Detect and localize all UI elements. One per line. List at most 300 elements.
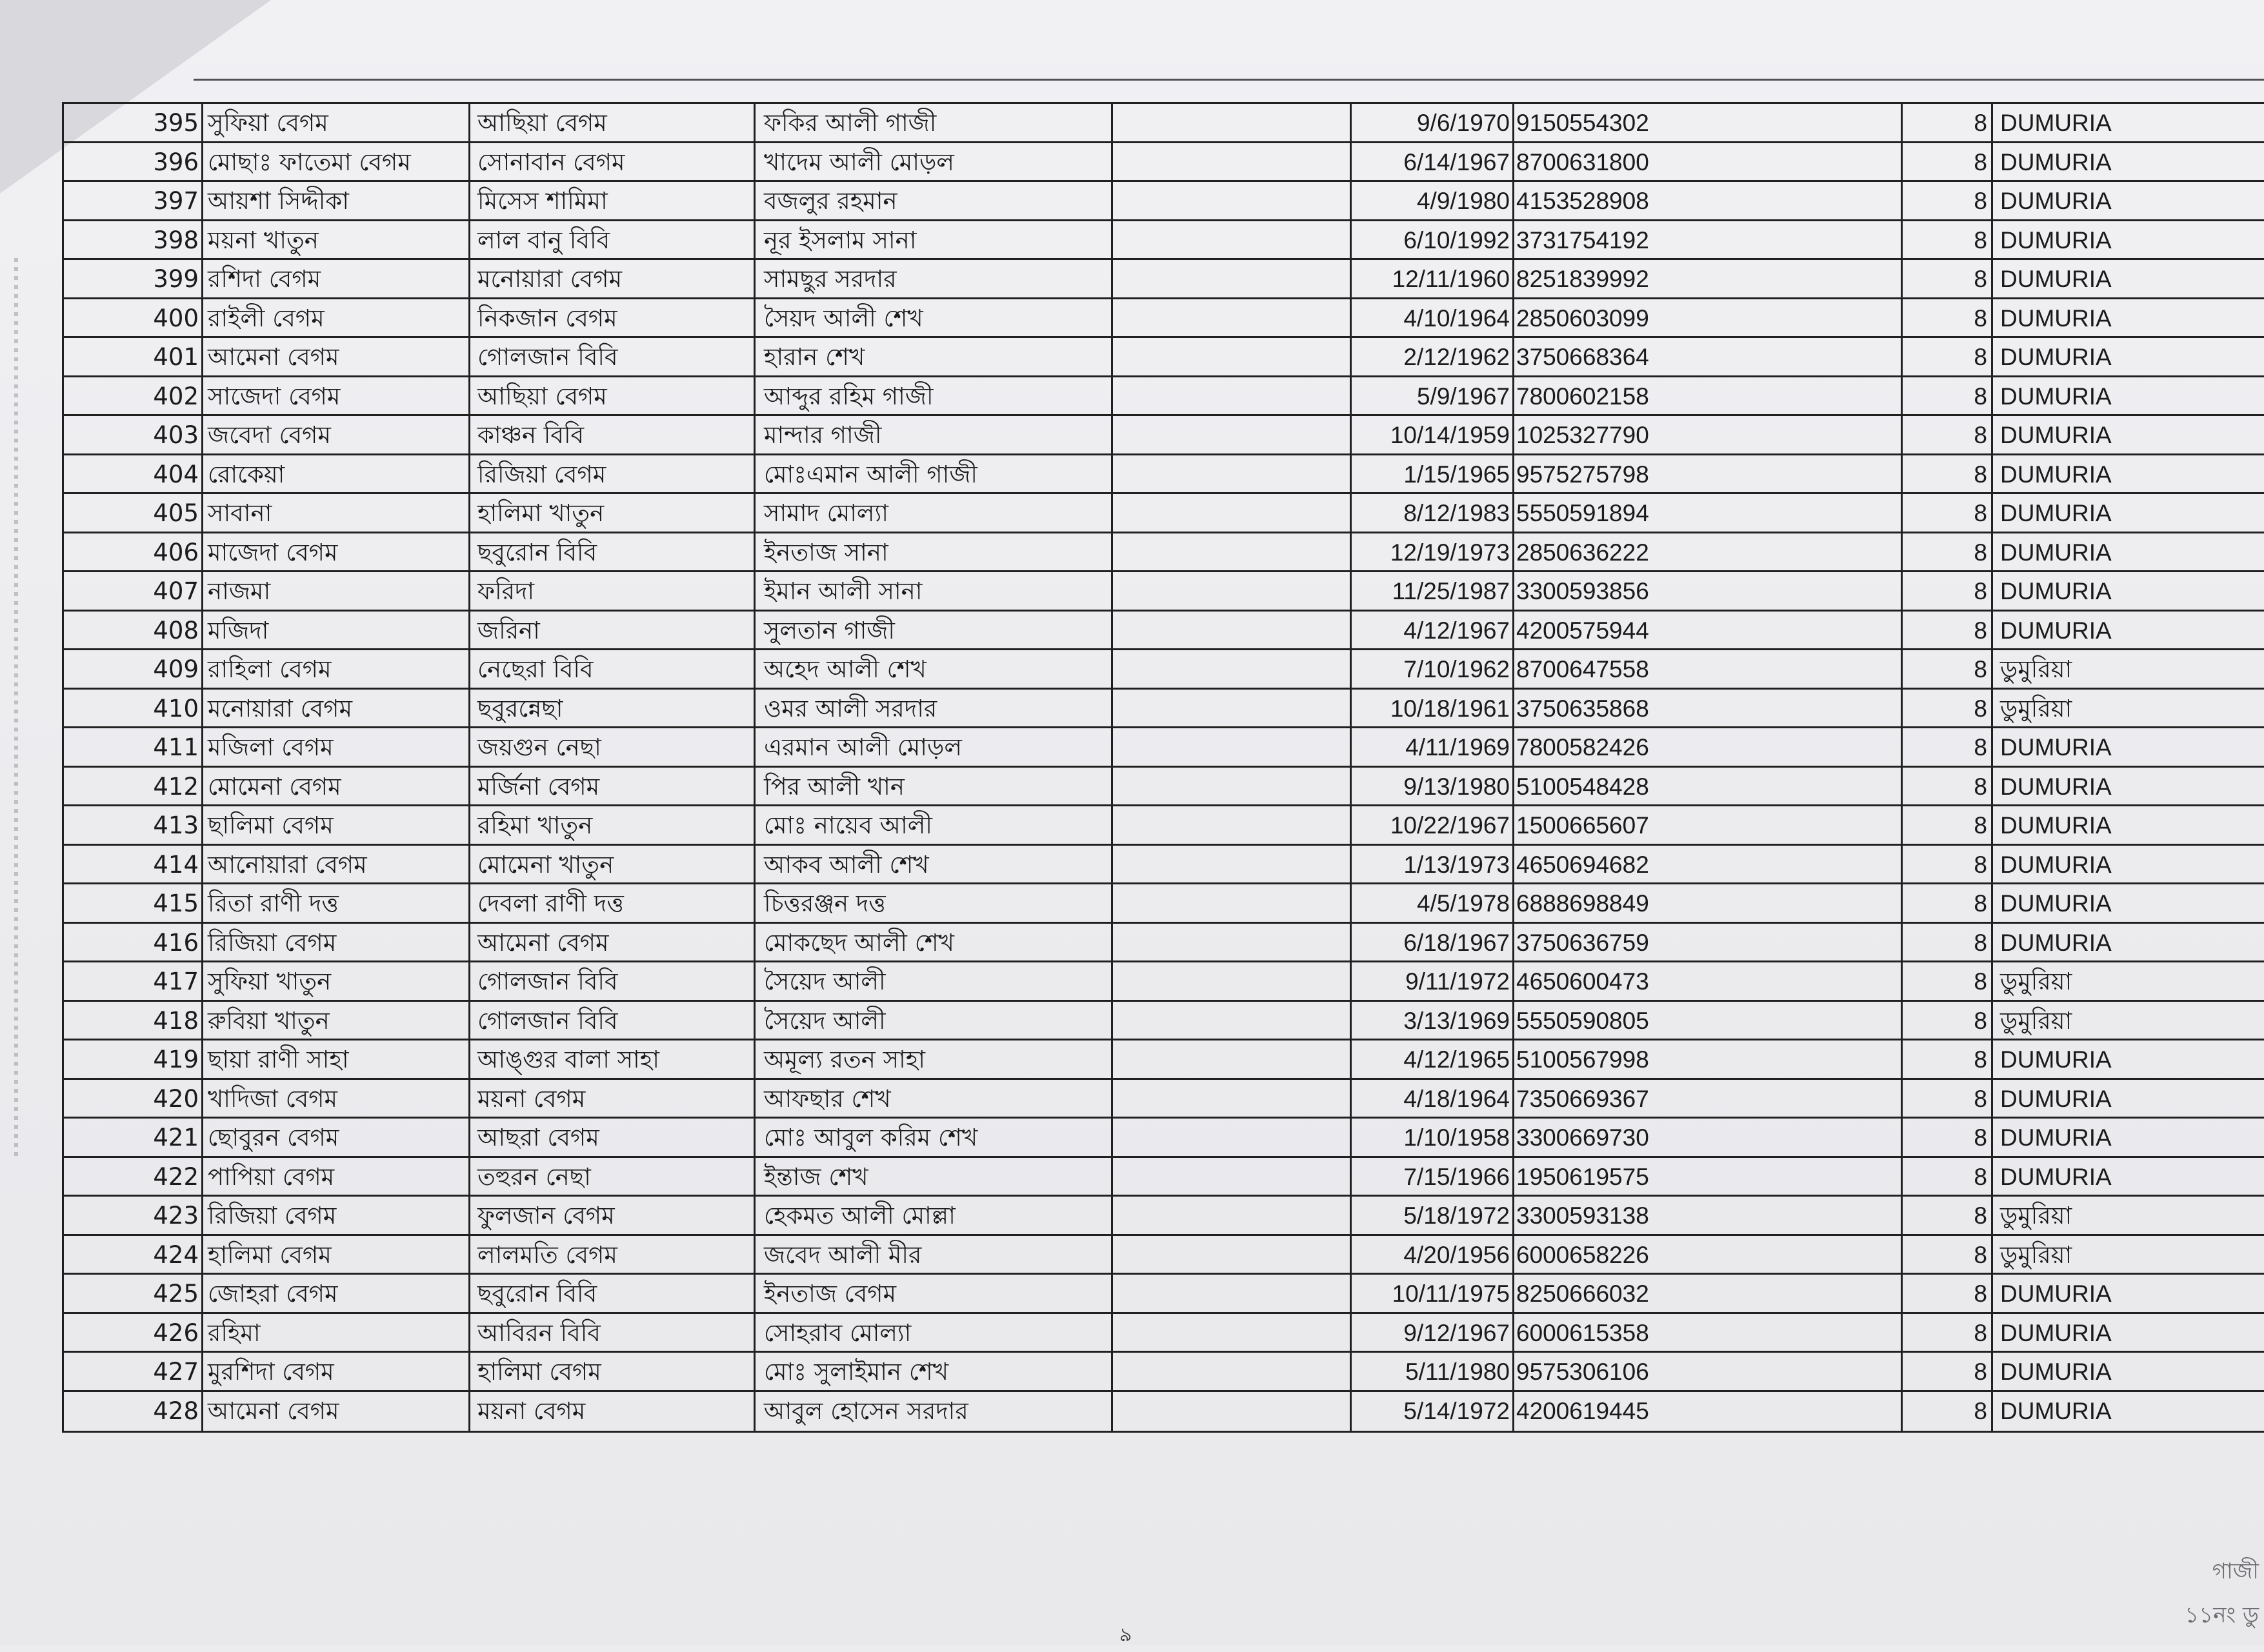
table-row	[62, 766, 2264, 806]
blank-cell	[1111, 1119, 1350, 1157]
blank-cell	[1111, 494, 1350, 533]
union-cell: DUMURIA	[2000, 344, 2112, 370]
serial-cell: 427	[153, 1358, 199, 1386]
ward-cell: 8	[1974, 1046, 1987, 1073]
nid-cell: 5550590805	[1516, 1008, 1649, 1034]
serial-cell: 417	[153, 968, 199, 995]
ward-cell: 8	[1974, 149, 1987, 175]
father-name-cell: আকব আলী শেখ	[764, 851, 929, 879]
birth-date-cell: 4/18/1964	[1403, 1086, 1510, 1112]
ward-cell: 8	[1974, 656, 1987, 682]
father-name-cell: আবুল হোসেন সরদার	[764, 1397, 968, 1425]
name-cell: ছোবুরন বেগম	[208, 1124, 339, 1151]
father-name-cell: ইনতাজ বেগম	[764, 1280, 897, 1308]
father-name-cell: সামছুর সরদার	[764, 265, 897, 293]
birth-date-cell: 10/22/1967	[1390, 812, 1510, 839]
name-cell: রিজিয়া বেগম	[208, 1202, 337, 1229]
birth-date-cell: 12/11/1960	[1392, 266, 1510, 292]
mother-name-cell: ফরিদা	[477, 577, 535, 605]
ward-cell: 8	[1974, 539, 1987, 566]
blank-cell	[1111, 221, 1350, 260]
blank-cell	[1111, 377, 1350, 416]
father-name-cell: সামাদ মোল্যা	[764, 499, 888, 527]
father-name-cell: ওমর আলী সরদার	[764, 695, 937, 722]
blank-cell	[1111, 1392, 1350, 1431]
father-name-cell: মান্দার গাজী	[764, 421, 882, 449]
name-cell: ছায়া রাণী সাহা	[208, 1046, 349, 1073]
mother-name-cell: রহিমা খাতুন	[477, 811, 593, 839]
name-cell: আমেনা বেগম	[208, 1397, 339, 1425]
mother-name-cell: মোমেনা খাতুন	[477, 851, 614, 879]
union-cell: ডুমুরিয়া	[2000, 1008, 2072, 1034]
union-cell: DUMURIA	[2000, 383, 2112, 410]
nid-cell: 5550591894	[1516, 500, 1649, 526]
union-cell: DUMURIA	[2000, 539, 2112, 566]
serial-cell: 412	[153, 773, 199, 801]
blank-cell	[1111, 1002, 1350, 1040]
birth-date-cell: 6/14/1967	[1403, 149, 1510, 175]
ward-cell: 8	[1974, 1242, 1987, 1268]
column-divider	[468, 102, 470, 1431]
serial-cell: 416	[153, 929, 199, 957]
father-name-cell: মোঃএমান আলী গাজী	[764, 461, 978, 488]
blank-cell	[1111, 924, 1350, 962]
ward-cell: 8	[1974, 1398, 1987, 1424]
table-row	[62, 648, 2264, 689]
birth-date-cell: 4/10/1964	[1403, 305, 1510, 332]
name-cell: সাজেদা বেগম	[208, 383, 341, 410]
birth-date-cell: 3/13/1969	[1403, 1008, 1510, 1034]
table-row	[62, 219, 2264, 260]
serial-cell: 414	[153, 851, 199, 879]
page-mark: ৯	[1119, 1624, 1132, 1646]
table-row	[62, 1390, 2264, 1433]
table-row	[62, 102, 2264, 143]
ward-cell: 8	[1974, 851, 1987, 878]
mother-name-cell: লাল বানু বিবি	[477, 226, 610, 254]
nid-cell: 8250666032	[1516, 1280, 1649, 1307]
mother-name-cell: ছবুরন্নেছা	[477, 695, 563, 722]
column-divider	[1901, 102, 1903, 1431]
mother-name-cell: তহুরন নেছা	[477, 1163, 591, 1191]
serial-cell: 400	[153, 304, 199, 332]
father-name-cell: এরমান আলী মোড়ল	[764, 733, 962, 761]
union-cell: DUMURIA	[2000, 773, 2112, 800]
mother-name-cell: মনোয়ারা বেগম	[477, 265, 622, 293]
ward-cell: 8	[1974, 617, 1987, 644]
union-cell: DUMURIA	[2000, 149, 2112, 175]
father-name-cell: সৈয়েদ আলী	[764, 968, 886, 995]
union-cell: DUMURIA	[2000, 812, 2112, 839]
serial-cell: 425	[153, 1280, 199, 1308]
blank-cell	[1111, 533, 1350, 572]
serial-cell: 411	[153, 733, 199, 761]
name-cell: পাপিয়া বেগম	[208, 1163, 335, 1191]
mother-name-cell: ময়না বেগম	[477, 1085, 586, 1113]
serial-cell: 398	[153, 226, 199, 254]
ward-cell: 8	[1974, 1164, 1987, 1190]
mother-name-cell: আছিয়া বেগম	[477, 109, 607, 137]
name-cell: জোহরা বেগম	[208, 1280, 338, 1308]
nid-cell: 2850636222	[1516, 539, 1649, 566]
union-cell: DUMURIA	[2000, 617, 2112, 644]
birth-date-cell: 6/18/1967	[1403, 930, 1510, 956]
birth-date-cell: 1/15/1965	[1403, 461, 1510, 488]
mother-name-cell: ছবুরোন বিবি	[477, 1280, 597, 1308]
union-cell: DUMURIA	[2000, 1358, 2112, 1385]
name-cell: মোমেনা বেগম	[208, 773, 341, 801]
birth-date-cell: 5/14/1972	[1403, 1398, 1510, 1424]
serial-cell: 395	[153, 109, 199, 137]
birth-date-cell: 10/11/1975	[1392, 1280, 1510, 1307]
birth-date-cell: 4/5/1978	[1416, 890, 1510, 917]
blank-cell	[1111, 1158, 1350, 1197]
union-cell: DUMURIA	[2000, 890, 2112, 917]
name-cell: রিতা রাণী দত্ত	[208, 890, 339, 917]
ward-cell: 8	[1974, 1086, 1987, 1112]
blank-cell	[1111, 572, 1350, 611]
ward-cell: 8	[1974, 227, 1987, 254]
union-cell: ডুমুরিয়া	[2000, 968, 2072, 995]
birth-date-cell: 9/6/1970	[1416, 110, 1510, 136]
nid-cell: 1950619575	[1516, 1164, 1649, 1190]
father-name-cell: মোঃ সুলাইমান শেখ	[764, 1358, 949, 1386]
ward-cell: 8	[1974, 773, 1987, 800]
mother-name-cell: আঙ্গুর বালা সাহা	[477, 1046, 659, 1073]
nid-cell: 8251839992	[1516, 266, 1649, 292]
ward-cell: 8	[1974, 930, 1987, 956]
name-cell: হালিমা বেগম	[208, 1241, 332, 1269]
nid-cell: 7350669367	[1516, 1086, 1649, 1112]
blank-cell	[1111, 1040, 1350, 1079]
serial-cell: 423	[153, 1202, 199, 1229]
ward-cell: 8	[1974, 1358, 1987, 1385]
nid-cell: 3300669730	[1516, 1124, 1649, 1151]
ward-cell: 8	[1974, 422, 1987, 448]
mother-name-cell: আবিরন বিবি	[477, 1319, 601, 1347]
blank-cell	[1111, 299, 1350, 338]
union-cell: DUMURIA	[2000, 188, 2112, 214]
nid-cell: 1025327790	[1516, 422, 1649, 448]
birth-date-cell: 4/12/1967	[1403, 617, 1510, 644]
table-row	[62, 1039, 2264, 1079]
mother-name-cell: হালিমা বেগম	[477, 1358, 601, 1386]
mother-name-cell: গোলজান বিবি	[477, 343, 618, 371]
union-cell: ডুমুরিয়া	[2000, 1242, 2072, 1268]
table-row	[62, 141, 2264, 182]
father-name-cell: মোঃ আবুল করিম শেখ	[764, 1124, 978, 1151]
ward-cell: 8	[1974, 1280, 1987, 1307]
birth-date-cell: 7/10/1962	[1403, 656, 1510, 682]
name-cell: মাজেদা বেগম	[208, 539, 338, 566]
binding-marks	[14, 258, 18, 1161]
mother-name-cell: রিজিয়া বেগম	[477, 461, 606, 488]
union-cell: DUMURIA	[2000, 110, 2112, 136]
blank-cell	[1111, 143, 1350, 182]
table-row	[62, 922, 2264, 962]
name-cell: মনোয়ারা বেগম	[208, 695, 352, 722]
mother-name-cell: আছরা বেগম	[477, 1124, 599, 1151]
birth-date-cell: 10/14/1959	[1390, 422, 1510, 448]
column-divider	[1350, 102, 1352, 1431]
mother-name-cell: ময়না বেগম	[477, 1397, 586, 1425]
name-cell: রশিদা বেগম	[208, 265, 321, 293]
blank-cell	[1111, 1197, 1350, 1235]
table-row	[62, 258, 2264, 299]
father-name-cell: অমূল্য রতন সাহা	[764, 1046, 925, 1073]
union-cell: DUMURIA	[2000, 1320, 2112, 1346]
blank-cell	[1111, 104, 1350, 143]
name-cell: মোছাঃ ফাতেমা বেগম	[208, 148, 411, 176]
father-name-cell: বজলুর রহমান	[764, 187, 897, 215]
nid-cell: 7800602158	[1516, 383, 1649, 410]
name-cell: সুফিয়া বেগম	[208, 109, 328, 137]
mother-name-cell: আছিয়া বেগম	[477, 383, 607, 410]
father-name-cell: খাদেম আলী মোড়ল	[764, 148, 954, 176]
mother-name-cell: ফুলজান বেগম	[477, 1202, 615, 1229]
name-cell: নাজমা	[208, 577, 271, 605]
mother-name-cell: গোলজান বিবি	[477, 1007, 618, 1035]
birth-date-cell: 1/10/1958	[1403, 1124, 1510, 1151]
birth-date-cell: 4/11/1969	[1405, 734, 1510, 761]
name-cell: রহিমা	[208, 1319, 261, 1347]
name-cell: মুরশিদা বেগম	[208, 1358, 334, 1386]
table-row	[62, 1234, 2264, 1275]
ward-cell: 8	[1974, 812, 1987, 839]
table-row	[62, 726, 2264, 767]
birth-date-cell: 10/18/1961	[1390, 695, 1510, 722]
nid-cell: 7800582426	[1516, 734, 1649, 761]
birth-date-cell: 6/10/1992	[1403, 227, 1510, 254]
nid-cell: 9150554302	[1516, 110, 1649, 136]
nid-cell: 8700647558	[1516, 656, 1649, 682]
table-row	[62, 492, 2264, 533]
blank-cell	[1111, 1353, 1350, 1391]
table-row	[62, 960, 2264, 1001]
table-row	[62, 1273, 2264, 1313]
union-cell: DUMURIA	[2000, 461, 2112, 488]
ward-cell: 8	[1974, 734, 1987, 761]
blank-cell	[1111, 962, 1350, 1001]
name-cell: সুফিয়া খাতুন	[208, 968, 332, 995]
blank-cell	[1111, 884, 1350, 923]
nid-cell: 4650600473	[1516, 968, 1649, 995]
serial-cell: 420	[153, 1085, 199, 1113]
father-name-cell: জবেদ আলী মীর	[764, 1241, 922, 1269]
column-divider	[1991, 102, 1993, 1431]
blank-cell	[1111, 612, 1350, 650]
serial-cell: 426	[153, 1319, 199, 1347]
mother-name-cell: সোনাবান বেগম	[477, 148, 625, 176]
ward-cell: 8	[1974, 266, 1987, 292]
table-row	[62, 1312, 2264, 1353]
table-row	[62, 375, 2264, 416]
serial-cell: 397	[153, 187, 199, 215]
mother-name-cell: লালমতি বেগম	[477, 1241, 617, 1269]
serial-cell: 413	[153, 811, 199, 839]
table-row	[62, 1351, 2264, 1391]
birth-date-cell: 4/9/1980	[1416, 188, 1510, 214]
blank-cell	[1111, 728, 1350, 767]
father-name-cell: সৈয়দ আলী শেখ	[764, 304, 923, 332]
father-name-cell: হেকমত আলী মোল্লা	[764, 1202, 956, 1229]
blank-cell	[1111, 455, 1350, 494]
father-name-cell: অহেদ আলী শেখ	[764, 655, 927, 683]
union-cell: DUMURIA	[2000, 266, 2112, 292]
nid-cell: 8700631800	[1516, 149, 1649, 175]
name-cell: খাদিজা বেগম	[208, 1085, 338, 1113]
blank-cell	[1111, 338, 1350, 377]
union-cell: DUMURIA	[2000, 305, 2112, 332]
serial-cell: 399	[153, 265, 199, 293]
nid-cell: 6000658226	[1516, 1242, 1649, 1268]
union-cell: DUMURIA	[2000, 1164, 2112, 1190]
nid-cell: 6888698849	[1516, 890, 1649, 917]
union-cell: DUMURIA	[2000, 930, 2112, 956]
table-row	[62, 610, 2264, 650]
serial-cell: 409	[153, 655, 199, 683]
union-cell: DUMURIA	[2000, 422, 2112, 448]
union-cell: DUMURIA	[2000, 734, 2112, 761]
serial-cell: 415	[153, 890, 199, 917]
father-name-cell: ইন্তাজ শেখ	[764, 1163, 868, 1191]
table-row	[62, 1117, 2264, 1157]
father-name-cell: আব্দুর রহিম গাজী	[764, 383, 934, 410]
mother-name-cell: আমেনা বেগম	[477, 929, 609, 957]
mother-name-cell: নিকজান বেগম	[477, 304, 617, 332]
father-name-cell: সোহরাব মোল্যা	[764, 1319, 912, 1347]
ward-cell: 8	[1974, 461, 1987, 488]
serial-cell: 422	[153, 1163, 199, 1191]
birth-date-cell: 5/9/1967	[1416, 383, 1510, 410]
name-cell: মজিদা	[208, 617, 269, 644]
mother-name-cell: নেছেরা বিবি	[477, 655, 594, 683]
column-divider	[1111, 102, 1113, 1431]
name-cell: মজিলা বেগম	[208, 733, 334, 761]
serial-cell: 424	[153, 1241, 199, 1269]
ward-cell: 8	[1974, 1202, 1987, 1229]
birth-date-cell: 7/15/1966	[1403, 1164, 1510, 1190]
ward-cell: 8	[1974, 1008, 1987, 1034]
blank-cell	[1111, 1275, 1350, 1313]
union-cell: ডুমুরিয়া	[2000, 656, 2072, 682]
blank-cell	[1111, 416, 1350, 455]
union-cell: DUMURIA	[2000, 1124, 2112, 1151]
blank-cell	[1111, 806, 1350, 845]
birth-date-cell: 11/25/1987	[1392, 578, 1510, 604]
birth-date-cell: 12/19/1973	[1390, 539, 1510, 566]
mother-name-cell: ছবুরোন বিবি	[477, 539, 597, 566]
table-row	[62, 336, 2264, 377]
table-row	[62, 570, 2264, 611]
table-row	[62, 180, 2264, 221]
mother-name-cell: জয়গুন নেছা	[477, 733, 601, 761]
blank-cell	[1111, 650, 1350, 689]
nid-cell: 3750636759	[1516, 930, 1649, 956]
table-row	[62, 882, 2264, 923]
serial-cell: 404	[153, 461, 199, 488]
nid-cell: 3300593138	[1516, 1202, 1649, 1229]
ward-cell: 8	[1974, 578, 1987, 604]
ward-cell: 8	[1974, 1124, 1987, 1151]
birth-date-cell: 8/12/1983	[1403, 500, 1510, 526]
serial-cell: 408	[153, 617, 199, 644]
name-cell: আনোয়ারা বেগম	[208, 851, 367, 879]
ward-cell: 8	[1974, 1320, 1987, 1346]
nid-cell: 3731754192	[1516, 227, 1649, 254]
blank-cell	[1111, 1236, 1350, 1275]
name-cell: রাহিলা বেগম	[208, 655, 332, 683]
serial-cell: 421	[153, 1124, 199, 1151]
ward-cell: 8	[1974, 968, 1987, 995]
margin-note-1: গাজী	[2212, 1558, 2259, 1584]
mother-name-cell: হালিমা খাতুন	[477, 499, 605, 527]
name-cell: রোকেয়া	[208, 461, 285, 488]
name-cell: ছালিমা বেগম	[208, 811, 334, 839]
blank-cell	[1111, 690, 1350, 728]
birth-date-cell: 4/12/1965	[1403, 1046, 1510, 1073]
blank-cell	[1111, 260, 1350, 299]
father-name-cell: ফকির আলী গাজী	[764, 109, 937, 137]
ward-cell: 8	[1974, 695, 1987, 722]
column-divider	[62, 102, 64, 1431]
name-cell: আয়শা সিদ্দীকা	[208, 187, 349, 215]
nid-cell: 2850603099	[1516, 305, 1649, 332]
nid-cell: 4200575944	[1516, 617, 1649, 644]
table-row	[62, 1156, 2264, 1197]
nid-cell: 6000615358	[1516, 1320, 1649, 1346]
serial-cell: 406	[153, 539, 199, 566]
father-name-cell: মোঃ নায়েব আলী	[764, 811, 932, 839]
birth-date-cell: 2/12/1962	[1403, 344, 1510, 370]
name-cell: রুবিয়া খাতুন	[208, 1007, 330, 1035]
table-row	[62, 804, 2264, 845]
nid-cell: 5100567998	[1516, 1046, 1649, 1073]
birth-date-cell: 5/18/1972	[1403, 1202, 1510, 1229]
father-name-cell: আফছার শেখ	[764, 1085, 891, 1113]
table-row	[62, 1000, 2264, 1040]
nid-cell: 9575275798	[1516, 461, 1649, 488]
union-cell: DUMURIA	[2000, 500, 2112, 526]
table-row	[62, 532, 2264, 572]
ward-cell: 8	[1974, 305, 1987, 332]
nid-cell: 4153528908	[1516, 188, 1649, 214]
serial-cell: 402	[153, 383, 199, 410]
nid-cell: 5100548428	[1516, 773, 1649, 800]
nid-cell: 3300593856	[1516, 578, 1649, 604]
birth-date-cell: 9/12/1967	[1403, 1320, 1510, 1346]
serial-cell: 418	[153, 1007, 199, 1035]
name-cell: রিজিয়া বেগম	[208, 929, 337, 957]
father-name-cell: ইমান আলী সানা	[764, 577, 923, 605]
father-name-cell: ইনতাজ সানা	[764, 539, 888, 566]
table-row	[62, 414, 2264, 455]
blank-cell	[1111, 1080, 1350, 1119]
nid-cell: 1500665607	[1516, 812, 1649, 839]
blank-cell	[1111, 846, 1350, 884]
father-name-cell: হারান শেখ	[764, 343, 865, 371]
union-cell: DUMURIA	[2000, 1398, 2112, 1424]
serial-cell: 419	[153, 1046, 199, 1073]
union-cell: DUMURIA	[2000, 1046, 2112, 1073]
union-cell: DUMURIA	[2000, 851, 2112, 878]
ward-cell: 8	[1974, 383, 1987, 410]
ward-cell: 8	[1974, 188, 1987, 214]
table-row	[62, 1078, 2264, 1119]
table-row	[62, 1195, 2264, 1235]
father-name-cell: মোকছেদ আলী শেখ	[764, 929, 954, 957]
serial-cell: 407	[153, 577, 199, 605]
